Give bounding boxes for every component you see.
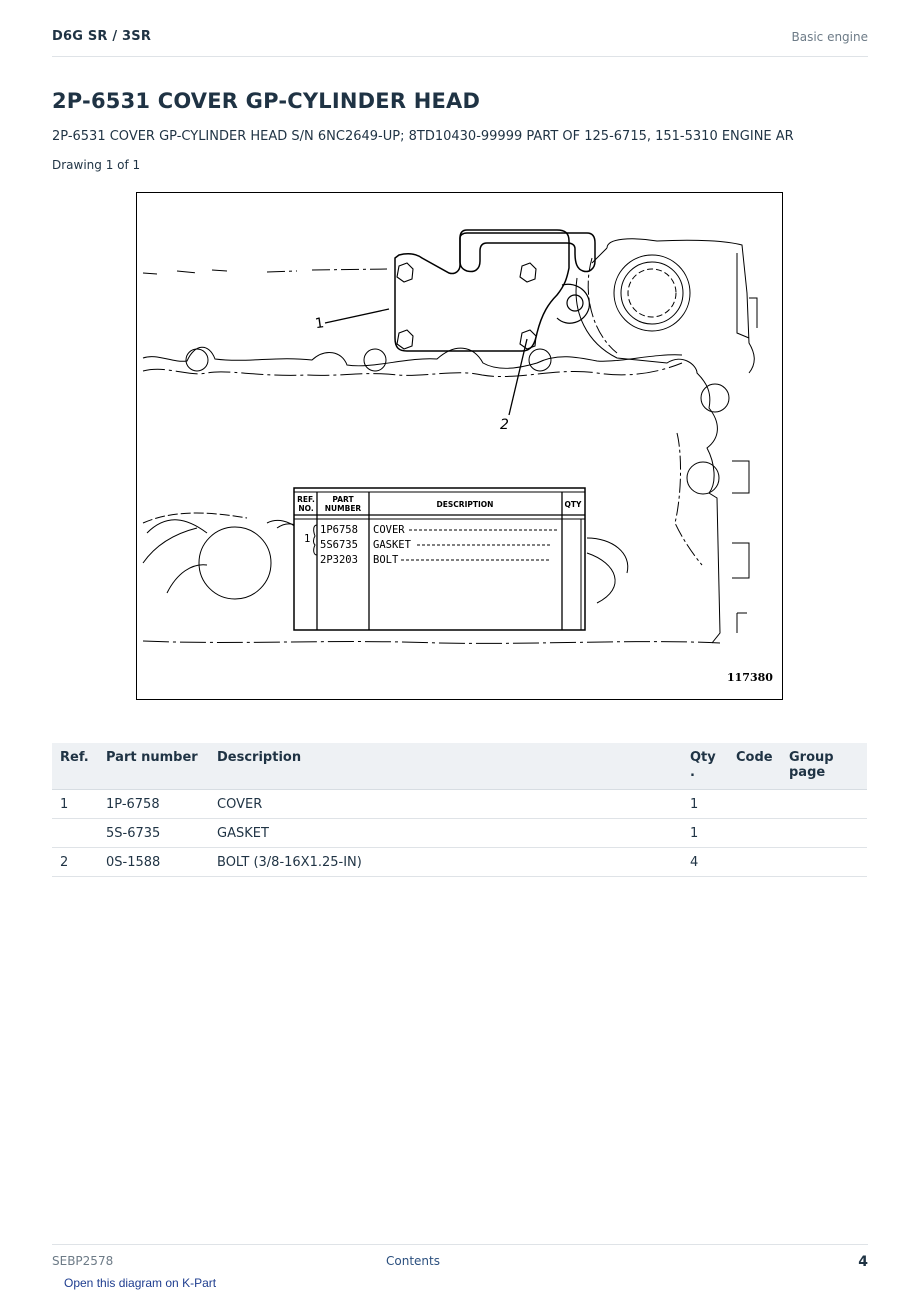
cell-qty: 4 (682, 848, 728, 877)
inset-desc-2: GASKET (373, 539, 411, 551)
cell-part-number: 5S-6735 (98, 819, 209, 848)
parts-table-header (52, 743, 867, 790)
cell-code (728, 819, 781, 848)
cell-description: COVER (209, 790, 682, 819)
cell-qty: 1 (682, 819, 728, 848)
inset-header-ref: REF. (297, 495, 315, 504)
cell-code (728, 790, 781, 819)
inset-part-3: 2P3203 (320, 554, 358, 566)
inset-header-part: PART (332, 495, 354, 504)
callout-1: 1 (314, 315, 326, 333)
cell-ref: 1 (52, 790, 98, 819)
contents-link[interactable]: Contents (386, 1254, 440, 1268)
cell-group-page (781, 819, 867, 848)
inset-part-2: 5S6735 (320, 539, 358, 551)
page-footer (52, 1244, 868, 1275)
callout-leaders (325, 309, 527, 415)
inset-parts-table (294, 488, 585, 630)
inset-part-1: 1P6758 (320, 524, 358, 536)
parts-diagram (136, 192, 783, 700)
page-number: 4 (858, 1254, 868, 1270)
inset-ref-1: 1 (304, 533, 311, 545)
inset-header-number: NUMBER (324, 504, 362, 513)
table-row (52, 790, 867, 819)
section-name: Basic engine (791, 30, 868, 44)
cell-part-number: 1P-6758 (98, 790, 209, 819)
inset-header-description: DESCRIPTION (436, 500, 494, 509)
model-title: D6G SR / 3SR (52, 29, 152, 44)
page-subtitle: 2P-6531 COVER GP-CYLINDER HEAD S/N 6NC2649-UP; 8TD10430-99999 PART OF 125-6715, 151-5310 ENGINE AR (52, 129, 794, 144)
cell-description: GASKET (209, 819, 682, 848)
cover-component (395, 230, 595, 351)
cell-qty: 1 (682, 790, 728, 819)
table-row (52, 848, 867, 877)
cell-ref (52, 819, 98, 848)
open-kpart-link[interactable]: Open this diagram on K-Part (64, 1276, 217, 1290)
callout-2: 2 (500, 417, 509, 433)
cell-group-page (781, 848, 867, 877)
inset-header-qty: QTY (564, 500, 582, 509)
cell-part-number: 0S-1588 (98, 848, 209, 877)
parts-table (52, 743, 867, 877)
inset-desc-3: BOLT (373, 554, 399, 566)
cell-group-page (781, 790, 867, 819)
header-part-number: Part number (98, 743, 209, 790)
document-id: SEBP2578 (52, 1254, 114, 1268)
header-description: Description (209, 743, 682, 790)
cell-description: BOLT (3/8-16X1.25-IN) (209, 848, 682, 877)
header-qty: Qty . (682, 743, 728, 790)
page-header (52, 28, 868, 57)
cell-ref: 2 (52, 848, 98, 877)
header-code: Code (728, 743, 781, 790)
cell-code (728, 848, 781, 877)
drawing-count: Drawing 1 of 1 (52, 158, 141, 172)
header-group-page: Group page (781, 743, 867, 790)
inset-header-no: NO. (298, 504, 314, 513)
page-title: 2P-6531 COVER GP-CYLINDER HEAD (52, 89, 481, 113)
drawing-number: 117380 (727, 671, 773, 684)
header-ref: Ref. (52, 743, 98, 790)
inset-desc-1: COVER (373, 524, 405, 536)
diagram-drawing (137, 193, 782, 699)
table-row (52, 819, 867, 848)
